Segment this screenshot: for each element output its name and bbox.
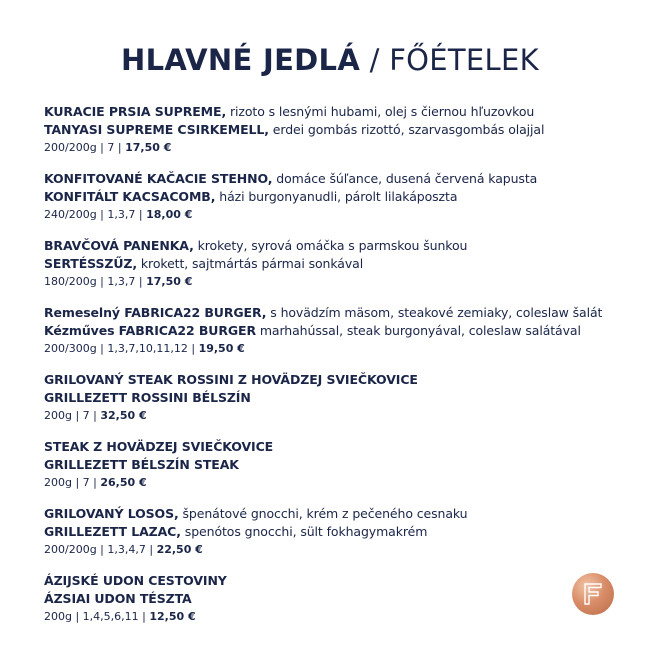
dish-line-hungarian — [44, 523, 644, 541]
dish-description-hungarian: házi burgonyanudli, párolt lilakáposzta — [215, 189, 458, 204]
letter-f-icon — [582, 582, 604, 606]
dish-meta — [44, 474, 644, 492]
dish-meta — [44, 407, 644, 425]
dish-meta — [44, 608, 644, 626]
dish-price: 18,00 € — [146, 208, 193, 221]
dish-name-hungarian: TANYASI SUPREME CSIRKEMELL, — [44, 122, 269, 137]
dish-line-slovak — [44, 505, 644, 523]
dish-name-slovak: STEAK Z HOVÄDZEJ SVIEČKOVICE — [44, 439, 274, 454]
dish-meta — [44, 541, 644, 559]
dish-line-slovak — [44, 371, 644, 389]
dish-line-hungarian — [44, 456, 644, 474]
dish-name-slovak: GRILOVANÝ STEAK ROSSINI Z HOVÄDZEJ SVIEČKOVICE — [44, 372, 418, 387]
dish-meta — [44, 273, 644, 291]
menu-list — [44, 103, 644, 639]
page-title — [0, 40, 660, 80]
page-title-slovak: HLAVNÉ JEDLÁ — [121, 43, 361, 77]
dish-price: 17,50 € — [146, 275, 193, 288]
dish-description-hungarian: krokett, sajtmártás pármai sonkával — [137, 256, 364, 271]
dish-name-slovak: ÁZIJSKÉ UDON CESTOVINY — [44, 573, 227, 588]
dish-description-slovak: špenátové gnocchi, krém z pečeného cesnaku — [178, 506, 468, 521]
dish-line-hungarian — [44, 255, 644, 273]
dish-description-slovak: domáce šúľance, dusená červená kapusta — [272, 171, 538, 186]
dish-name-slovak: KURACIE PRSIA SUPREME, — [44, 104, 227, 119]
dish-price: 26,50 € — [100, 476, 147, 489]
dish-line-slovak — [44, 170, 644, 188]
dish-description-hungarian: erdei gombás rizottó, szarvasgombás olajjal — [268, 122, 545, 137]
dish-line-slovak — [44, 304, 644, 322]
dish-line-slovak — [44, 572, 644, 590]
dish-description-slovak: rizoto s lesnými hubami, olej s čiernou hľuzovkou — [226, 104, 535, 119]
dish-price: 12,50 € — [149, 610, 196, 623]
dish-name-hungarian: Kézműves FABRICA22 BURGER — [44, 323, 256, 338]
dish-name-hungarian: KONFITÁLT KACSACOMB, — [44, 189, 216, 204]
dish-description-slovak: s hovädzím mäsom, steakové zemiaky, coleslaw šalát — [266, 305, 603, 320]
dish-description-slovak: krokety, syrová omáčka s parmskou šunkou — [193, 238, 468, 253]
dish-name-slovak: GRILOVANÝ LOSOS, — [44, 506, 179, 521]
dish-name-slovak: BRAVČOVÁ PANENKA, — [44, 238, 194, 253]
dish-name-hungarian: GRILLEZETT BÉLSZÍN STEAK — [44, 457, 239, 472]
page-title-separator: / — [360, 43, 390, 77]
dish-description-hungarian: spenótos gnocchi, sült fokhagymakrém — [180, 524, 428, 539]
dish-name-hungarian: SERTÉSSZŰZ, — [44, 256, 138, 271]
fabrica-f-logo-icon — [572, 573, 614, 615]
menu-item — [44, 103, 644, 170]
dish-price: 17,50 € — [125, 141, 172, 154]
menu-item — [44, 505, 644, 572]
dish-info: 240/200g | 1,3,7 | — [44, 208, 147, 221]
dish-name-hungarian: GRILLEZETT ROSSINI BÉLSZÍN — [44, 390, 251, 405]
dish-description-hungarian: marhahússal, steak burgonyával, coleslaw salátával — [255, 323, 581, 338]
menu-item — [44, 237, 644, 304]
dish-name-slovak: KONFITOVANÉ KAČACIE STEHNO, — [44, 171, 273, 186]
menu-item — [44, 572, 644, 639]
page-title-hungarian: FŐÉTELEK — [389, 43, 539, 77]
menu-item — [44, 438, 644, 505]
dish-info: 200/300g | 1,3,7,10,11,12 | — [44, 342, 199, 355]
dish-info: 180/200g | 1,3,7 | — [44, 275, 147, 288]
dish-name-hungarian: GRILLEZETT LAZAC, — [44, 524, 181, 539]
dish-price: 22,50 € — [156, 543, 203, 556]
dish-line-hungarian — [44, 389, 644, 407]
dish-line-slovak — [44, 103, 644, 121]
dish-info: 200g | 7 | — [44, 476, 101, 489]
menu-item — [44, 170, 644, 237]
dish-name-hungarian: ÁZSIAI UDON TÉSZTA — [44, 591, 192, 606]
dish-line-slovak — [44, 438, 644, 456]
dish-info: 200g | 7 | — [44, 409, 101, 422]
dish-name-slovak: Remeselný FABRICA22 BURGER, — [44, 305, 267, 320]
dish-price: 19,50 € — [198, 342, 245, 355]
dish-line-hungarian — [44, 322, 644, 340]
dish-meta — [44, 206, 644, 224]
dish-meta — [44, 340, 644, 358]
dish-line-hungarian — [44, 121, 644, 139]
dish-meta — [44, 139, 644, 157]
dish-price: 32,50 € — [100, 409, 147, 422]
dish-info: 200/200g | 1,3,4,7 | — [44, 543, 157, 556]
dish-line-slovak — [44, 237, 644, 255]
menu-item — [44, 304, 644, 371]
dish-info: 200/200g | 7 | — [44, 141, 126, 154]
dish-line-hungarian — [44, 590, 644, 608]
menu-item — [44, 371, 644, 438]
dish-info: 200g | 1,4,5,6,11 | — [44, 610, 150, 623]
dish-line-hungarian — [44, 188, 644, 206]
